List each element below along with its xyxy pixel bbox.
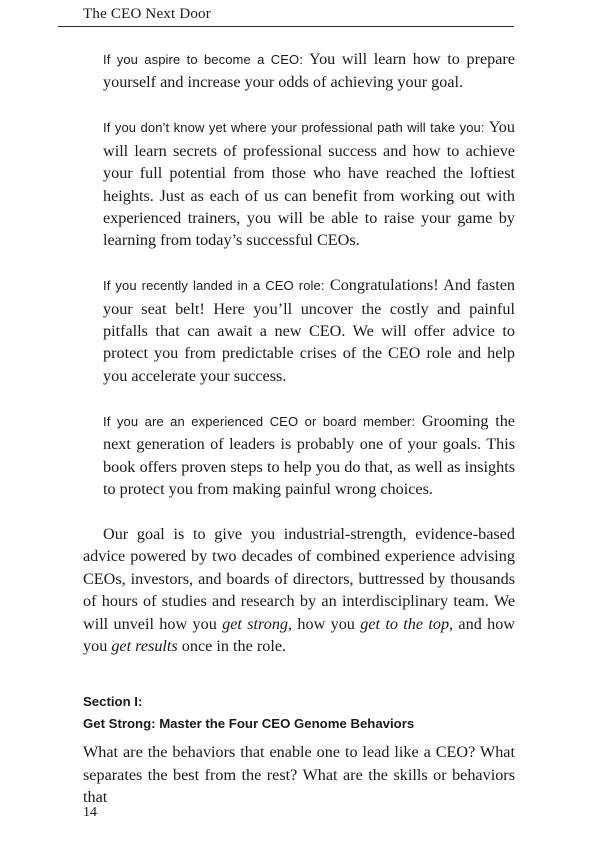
goal-emphasis: get to the top bbox=[360, 614, 450, 633]
goal-text: , how you bbox=[288, 614, 361, 633]
section-title: Get Strong: Master the Four CEO Genome Behaviors bbox=[83, 716, 415, 732]
audience-lead: If you are an experienced CEO or board member: bbox=[103, 413, 416, 429]
goal-text: Our goal is to give you industrial-strength, evidence-based advice powered by two decades of combined experience advising CEOs, investors, and boards of directors, buttressed by thousands of hours of studies and research by an interdisciplinary team. We will unveil how you bbox=[83, 524, 515, 633]
audience-text: You will learn secrets of professional success and how to achieve your full potential from those who have reached the loftiest heights. Just as each of us can benefit from working out with experienced trainers, you will be able to raise your game by learning from today’s successful CEOs. bbox=[103, 118, 515, 250]
goal-text: , and how you bbox=[83, 614, 516, 655]
audience-list bbox=[83, 48, 515, 500]
audience-lead: If you recently landed in a CEO role: bbox=[103, 278, 325, 294]
header-rule bbox=[58, 26, 514, 27]
audience-lead: If you aspire to become a CEO: bbox=[103, 52, 303, 67]
goal-text: once in the role. bbox=[177, 636, 287, 655]
section-body: What are the behaviors that enable one to lead like a CEO? What separates the best from the rest? What are the skills or behaviors that bbox=[83, 743, 515, 807]
audience-item-aspiring bbox=[103, 48, 515, 94]
page-body bbox=[83, 48, 515, 809]
audience-text: Grooming the next generation of leaders is probably one of your goals. This book offers proven steps to help you do that, as well as insights to protect you from making painful wrong choices. bbox=[103, 411, 515, 498]
audience-item-undecided bbox=[103, 116, 515, 251]
audience-text: You will learn how to prepare yourself and increase your odds of achieving your goal. bbox=[103, 50, 515, 92]
audience-item-experienced bbox=[103, 410, 515, 501]
running-head-title: The CEO Next Door bbox=[83, 6, 211, 22]
goal-paragraph bbox=[83, 523, 515, 657]
goal-emphasis: get strong bbox=[222, 614, 289, 633]
audience-text: Congratulations! And fasten your seat belt! Here you’ll uncover the costly and painful pitfalls that can await a new CEO. We will offer advice to protect you from predictable crises of the CEO role and help you accelerate your success. bbox=[103, 276, 516, 385]
page-number: 14 bbox=[83, 805, 97, 820]
goal-emphasis: get results bbox=[111, 636, 178, 655]
section-label: Section I: bbox=[83, 694, 143, 710]
audience-lead: If you don’t know yet where your professional path will take you: bbox=[103, 120, 485, 136]
audience-item-new-ceo bbox=[103, 274, 515, 387]
